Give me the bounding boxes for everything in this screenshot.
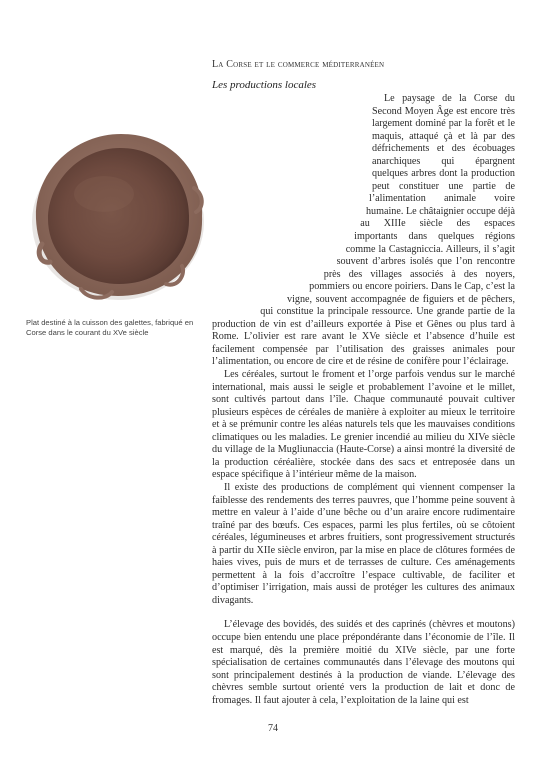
body-text <box>212 93 515 707</box>
paragraph: Il existe des productions de complément qui viennent compenser la faiblesse des rendements des terres pauvres, que l’homme peine souvent à mettre en valeur à l’aide d’une bêche ou d’un araire encore rudimentaire traîné par des bœufs. Ces espaces, parmi les plus fertiles, où se côtoient céréales, légumineuses et arbres fruitiers, sont progressivement structurés à partir du XIIe siècle environ, par la mise en place de clôtures formées de haies vives, puis de murs et de terrasses de culture. Ces aménagements permettent à la fois d’accroître l’espace cultivable, de faciliter et d’optimiser l’irrigation, mais aussi de protéger les cultures des animaux divagants. <box>212 481 515 606</box>
page-number: 74 <box>268 723 278 734</box>
clay-plate-image <box>26 124 208 304</box>
paragraph: Les céréales, surtout le froment et l’orge parfois vendus sur le marché international, mais aussi le seigle et probablement l’avoine et le millet, sont cultivés partout dans l’île. Chaque communauté pouvait cultiver plusieurs espèces de céréales de manière à exploiter au mieux le territoire et à se prémunir contre les aléas naturels tels que les mauvaises conditions climatiques ou les maladies. Le grenier incendié au milieu du XIVe siècle du village de la Mugliunaccia (Haute-Corse) a ainsi montré la diversité de la production céréalière, stockée dans des sacs et entreposée dans un espace spécifique à l’intérieur même de la maison. <box>212 369 515 481</box>
section-title: Les productions locales <box>212 79 317 91</box>
paragraph: Le paysage de la Corse du Second Moyen Âge est encore très largement dominé par la forêt et le maquis, attaqué çà et là par des défrichements et des écobuages anarchiques qui épargnent quelques arbres dont la production peut constituer une partie de l’alimentation animale voire humaine. Le châtaignier occupe déjà au XIIIe siècle des espaces importants dans quelques régions comme la Castagniccia. Ailleurs, il s’agit souvent d’arbres isolés que l’on rencontre près des villages associés à des noyers, pommiers ou encore poiriers. Dans le Cap, c’est la vigne, souvent accompagnée de figuiers et de pêchers, qui constitue la principale ressource. Une grande partie de la production de vin est d’ailleurs exportée à Pise et Gênes ou plus tard à Rome. L’olivier est rare avant le XVe siècle et l’absence d’huile est facilement compensée par l’utilisation des graisses animales pour l’alimentation, ou encore de cire et de résine de conifère pour l’éclairage. <box>212 93 515 368</box>
figure-caption: Plat destiné à la cuisson des galettes, fabriqué en Corse dans le courant du XVe siècle <box>26 318 194 337</box>
paragraph: L’élevage des bovidés, des suidés et des caprinés (chèvres et moutons) occupe bien entendu une place prépondérante dans l’économie de l’île. Il est marqué, dès la première moitié du XIVe siècle, par une forte spécialisation de certaines communautés dans l’élevage des moutons qui sont principalement destinés à la production de viande. L’élevage des chèvres semble surtout orienté vers la production de lait et donc de fromages. Il faut ajouter à cela, l’exploitation de la laine qui est <box>212 619 515 706</box>
running-head: La Corse et le commerce méditerranéen <box>212 59 385 70</box>
